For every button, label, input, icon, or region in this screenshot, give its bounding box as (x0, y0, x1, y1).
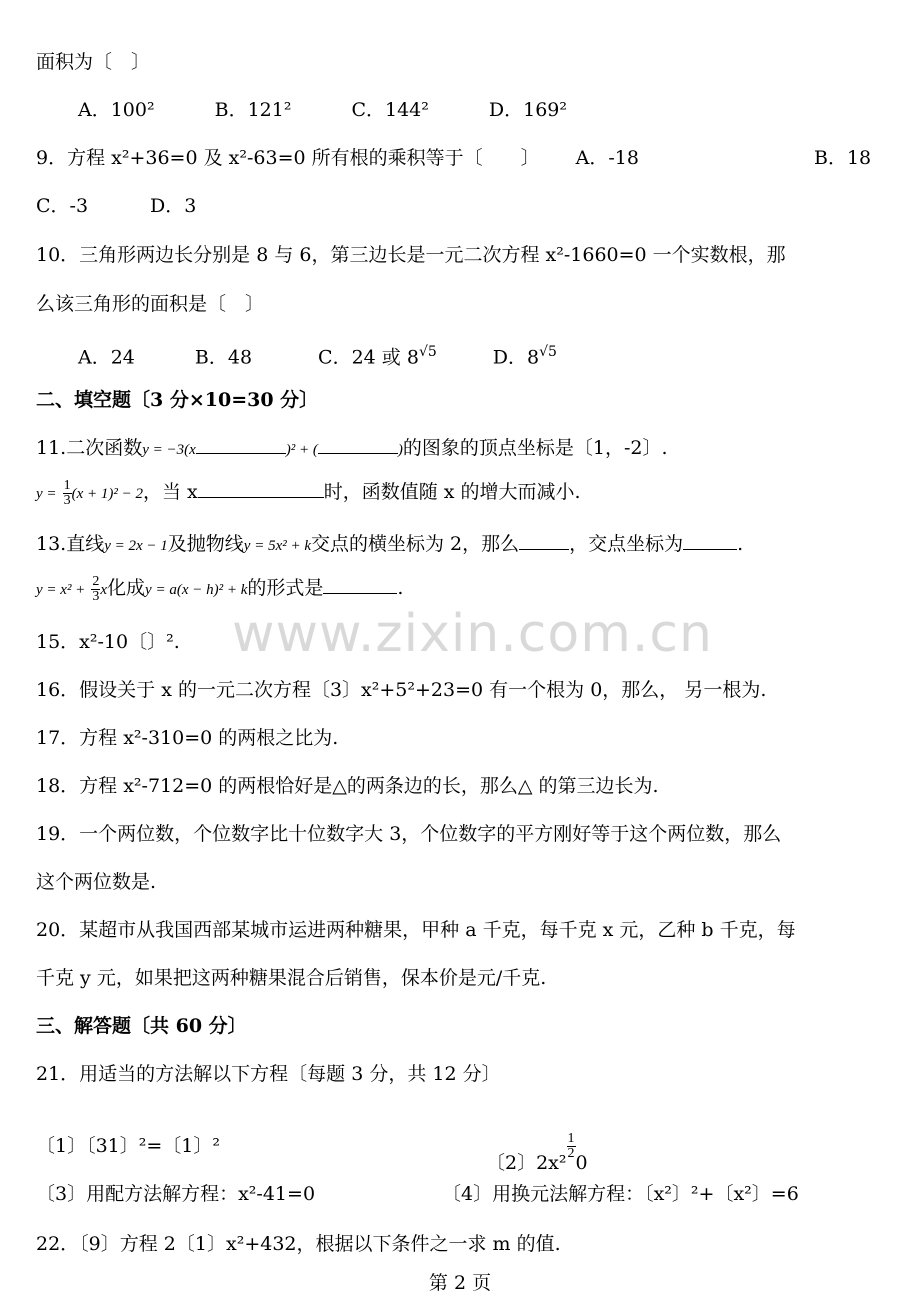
q13-mid-3: ，交点坐标为 (569, 533, 684, 555)
sqrt5-d: √5 (539, 344, 557, 360)
q21-part1: 〔1〕〔31〕²=〔1〕² (36, 1135, 221, 1157)
q20-line2: 千克 y 元，如果把这两种糖果混合后销售，保本价是元/千克. (36, 967, 547, 989)
page-footer: 第 2 页 (428, 1272, 492, 1294)
q21-part2 (486, 1132, 588, 1177)
q14-math-2: x (100, 582, 108, 598)
q9-option-b: B．18 (814, 147, 872, 169)
q16: 16．假设关于 x 的一元二次方程〔3〕x²+5²+23=0 有一个根为 0，那么， 另一根为. (36, 679, 767, 701)
q21-part2-frac-den: 2 (567, 1146, 575, 1161)
q11-math-3: ) (397, 442, 403, 458)
q10-options (78, 338, 557, 371)
q11-math-2: )² + ( (285, 442, 318, 458)
q15: 15．x²-10〔〕². (36, 631, 180, 653)
q14-blank (323, 575, 397, 594)
q10-option-a: A．24 (78, 346, 135, 369)
q22: 22．〔9〕方程 2〔1〕x²+432，根据以下条件之一求 m 的值. (36, 1233, 561, 1255)
q9-options-cd (36, 192, 196, 220)
q12-math-post: (x + 1)² − 2 (71, 486, 143, 502)
q14-end: . (397, 577, 404, 599)
q13-mid-2: 交点的横坐标为 2，那么 (311, 533, 520, 555)
q12-math-pre: y = (36, 486, 57, 502)
q12 (36, 478, 581, 508)
q13-prefix: 13.直线 (36, 533, 105, 555)
q9-option-d: D．3 (150, 195, 197, 217)
q21-part2-frac-num: 1 (567, 1131, 575, 1146)
q13-math-2: y = 5x² + k (243, 538, 312, 554)
q8-option-c: C．144² (351, 99, 429, 121)
q19-line1: 19．一个两位数，个位数字比十位数字大 3，个位数字的平方刚好等于这个两位数，那么 (36, 823, 782, 845)
q14 (36, 574, 403, 604)
q21-part3: 〔3〕用配方法解方程：x²-41=0 (36, 1183, 316, 1205)
q14-math-1: y = x² + (36, 582, 86, 598)
q10-option-c: C．24 或 8 (318, 346, 419, 369)
q10-line1: 10．三角形两边长分别是 8 与 6，第三边长是一元二次方程 x²-1660=0 一个实数根，那 (36, 244, 786, 266)
q10-option-b: B．48 (194, 346, 253, 369)
q8-continuation: 面积为〔 〕 (36, 51, 151, 73)
q14-mid-2: 的形式是 (247, 577, 324, 599)
q12-fraction (63, 479, 72, 508)
watermark: www.zixin.com.cn (232, 604, 713, 664)
q13-blank-1 (519, 531, 569, 550)
q12-text-1: ，当 x (142, 481, 198, 503)
q10-option-d: D．8 (492, 346, 540, 369)
q14-mid: 化成 (107, 577, 146, 599)
q8-options (78, 96, 567, 124)
q10-line2: 么该三角形的面积是〔 〕 (36, 293, 265, 315)
q12-frac-den: 3 (63, 492, 71, 508)
q18: 18．方程 x²-712=0 的两根恰好是△的两条边的长，那么△ 的第三边长为. (36, 775, 659, 797)
q14-frac-den: 3 (92, 588, 100, 604)
q9-option-a: A．-18 (575, 147, 639, 169)
q13-mid-1: 及抛物线 (167, 533, 244, 555)
sqrt5-c: √5 (418, 344, 437, 360)
q13-math-1: y = 2x − 1 (104, 538, 168, 554)
q12-text-2: 时，函数值随 x 的增大而减小. (323, 481, 581, 503)
q14-fraction (91, 575, 100, 604)
q13-end: . (737, 533, 744, 555)
q21-part2-end: 0 (575, 1152, 588, 1174)
section-2-heading: 二、填空题〔3 分×10=30 分〕 (36, 389, 319, 411)
q11-prefix: 11.二次函数 (36, 437, 143, 459)
q17: 17．方程 x²-310=0 的两根之比为. (36, 727, 339, 749)
q21-stem: 21．用适当的方法解以下方程〔每题 3 分，共 12 分〕 (36, 1063, 501, 1085)
q21-part2-text: 〔2〕2x² (486, 1152, 567, 1174)
q19-line2: 这个两位数是. (36, 871, 157, 893)
q14-frac-num: 2 (92, 573, 100, 589)
q12-blank (198, 479, 324, 498)
q11-blank-2 (318, 435, 398, 454)
q13 (36, 530, 743, 560)
q8-option-b: B．121² (214, 99, 292, 121)
q9-stem (36, 144, 639, 172)
q12-frac-num: 1 (63, 477, 71, 493)
q8-option-d: D．169² (488, 99, 568, 121)
q21-part4: 〔4〕用换元法解方程：〔x²〕²+〔x²〕=6 (442, 1183, 799, 1205)
q13-blank-2 (683, 531, 737, 550)
q21-part2-fraction (567, 1132, 576, 1161)
q11-math-1: y = −3(x (142, 442, 196, 458)
q11 (36, 434, 668, 464)
q11-blank-1 (196, 435, 286, 454)
q11-suffix: 的图象的顶点坐标是〔1，-2〕. (402, 437, 668, 459)
q9-text: 9．方程 x²+36=0 及 x²-63=0 所有根的乘积等于〔 〕 (36, 147, 540, 169)
q14-math-3: y = a(x − h)² + k (145, 582, 248, 598)
q8-option-a: A．100² (78, 99, 155, 121)
q9-option-c: C．-3 (36, 195, 89, 217)
section-3-heading: 三、解答题〔共 60 分〕 (36, 1015, 247, 1037)
q20-line1: 20．某超市从我国西部某城市运进两种糖果，甲种 a 千克，每千克 x 元，乙种 b 千克，每 (36, 919, 796, 941)
